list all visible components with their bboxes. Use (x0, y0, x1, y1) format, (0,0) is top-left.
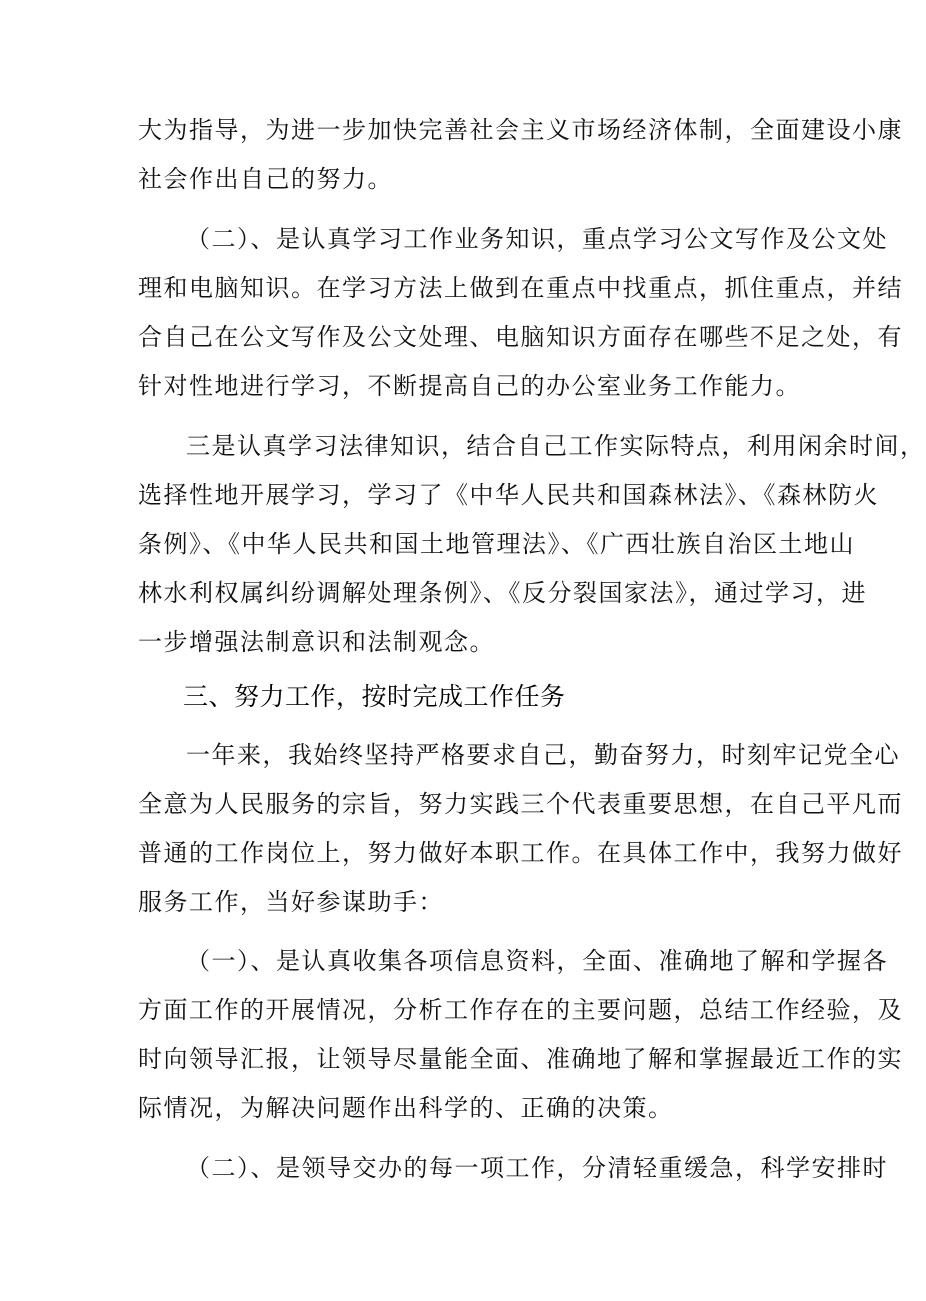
paragraph-line: 普通的工作岗位上，努力做好本职工作。在具体工作中，我努力做好 (138, 839, 903, 867)
paragraph-line: 全意为人民服务的宗旨，努力实践三个代表重要思想，在自己平凡而 (138, 790, 903, 818)
paragraph-line: 社会作出自己的努力。 (138, 165, 393, 193)
paragraph-line: 理和电脑知识。在学习方法上做到在重点中找重点，抓住重点，并结 (138, 274, 903, 302)
paragraph-line: 方面工作的开展情况，分析工作存在的主要问题，总结工作经验，及 (138, 996, 903, 1024)
paragraph-line: 林水利权属纠纷调解处理条例》、《反分裂国家法》，通过学习，进 (138, 579, 867, 607)
paragraph-line: 合自己在公文写作及公文处理、电脑知识方面存在哪些不足之处，有 (138, 323, 903, 351)
paragraph-line: 三是认真学习法律知识，结合自己工作实际特点，利用闲余时间， (186, 432, 926, 460)
paragraph-line: 条例》、《中华人民共和国土地管理法》、《广西壮族自治区土地山 (138, 530, 855, 558)
paragraph-line: 际情况，为解决问题作出科学的、正确的决策。 (138, 1094, 674, 1122)
paragraph-line: （二）、是领导交办的每一项工作，分清轻重缓急，科学安排时 (186, 1154, 888, 1182)
paragraph-line: 选择性地开展学习，学习了《中华人民共和国森林法》、《森林防火 (138, 481, 879, 509)
section-heading: 三、努力工作，按时完成工作任务 (183, 682, 566, 711)
paragraph-line: 一年来，我始终坚持严格要求自己，勤奋努力，时刻牢记党全心 (186, 741, 900, 769)
paragraph-line: 服务工作，当好参谋助手： (138, 888, 444, 916)
paragraph-line: 针对性地进行学习，不断提高自己的办公室业务工作能力。 (138, 372, 801, 400)
paragraph-line: （一）、是认真收集各项信息资料，全面、准确地了解和学握各 (186, 947, 888, 975)
paragraph-line: （二）、是认真学习工作业务知识，重点学习公文写作及公文处 (186, 225, 888, 253)
paragraph-line: 一步增强法制意识和法制观念。 (138, 628, 495, 656)
paragraph-line: 大为指导，为进一步加快完善社会主义市场经济体制，全面建设小康 (138, 116, 903, 144)
paragraph-line: 时向领导汇报，让领导尽量能全面、准确地了解和掌握最近工作的实 (138, 1045, 903, 1073)
